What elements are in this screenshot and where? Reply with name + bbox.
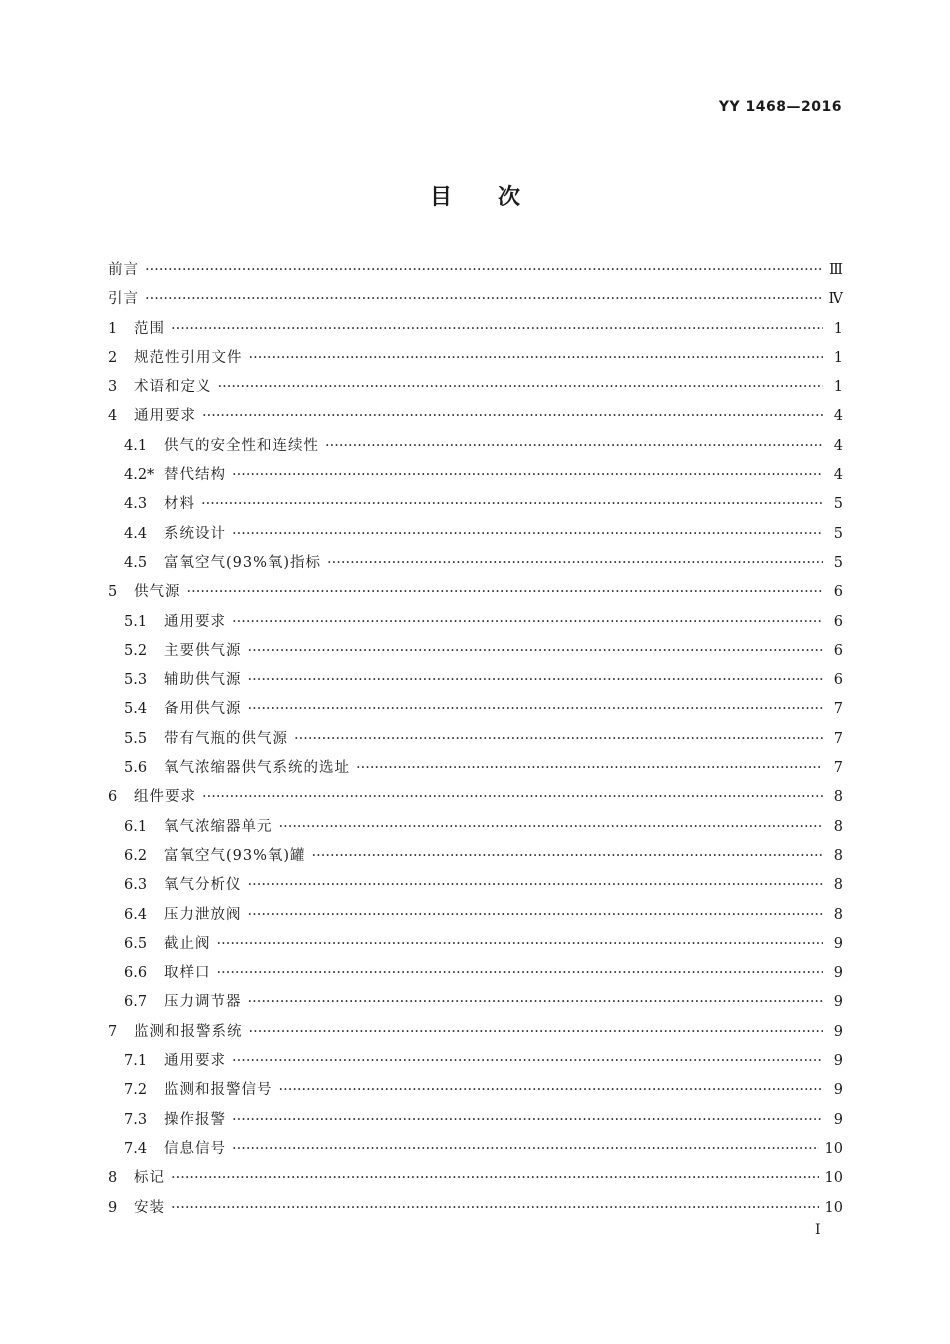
- toc-entry-page: 5: [833, 496, 843, 513]
- toc-entry-number: 4.5: [124, 554, 148, 571]
- toc-entry[interactable]: [108, 725, 843, 754]
- toc-entry-label: 引言: [108, 291, 139, 308]
- toc-entry[interactable]: [108, 1135, 843, 1164]
- toc-entry[interactable]: [108, 1018, 843, 1047]
- toc-entry-label: 信息信号: [164, 1140, 226, 1157]
- toc-entry[interactable]: [108, 285, 843, 314]
- toc-entry-number: 5: [108, 584, 118, 601]
- toc-entry-label: 供气的安全性和连续性: [164, 437, 319, 454]
- toc-entry-number: 7.4: [124, 1140, 148, 1157]
- dot-leader: [249, 1018, 824, 1047]
- toc-entry-number: 2: [108, 349, 118, 366]
- toc-entry-page: 9: [833, 935, 843, 952]
- toc-entry-label: 带有气瓶的供气源: [164, 730, 288, 747]
- toc-entry-label: 范围: [134, 320, 165, 337]
- toc-entry[interactable]: [108, 959, 843, 988]
- toc-entry-number: 7.1: [124, 1053, 148, 1070]
- toc-entry-page: 8: [833, 818, 843, 835]
- dot-leader: [232, 1106, 823, 1135]
- dot-leader: [327, 549, 823, 578]
- dot-leader: [248, 871, 824, 900]
- dot-leader: [232, 1135, 819, 1164]
- dot-leader: [312, 842, 823, 871]
- toc-entry-number: 3: [108, 379, 118, 396]
- toc-entry[interactable]: [108, 1047, 843, 1076]
- toc-entry-label: 通用要求: [164, 613, 226, 630]
- toc-entry-label: 备用供气源: [164, 701, 242, 718]
- dot-leader: [187, 578, 824, 607]
- toc-entry-page: 10: [824, 1170, 843, 1187]
- dot-leader: [171, 1194, 819, 1223]
- toc-entry-label: 富氧空气(93%氧)罐: [164, 847, 306, 864]
- toc-entry[interactable]: [108, 315, 843, 344]
- toc-entry-page: Ⅲ: [829, 262, 843, 278]
- toc-entry-label: 监测和报警信号: [164, 1082, 273, 1099]
- toc-entry-number: 6.2: [124, 847, 148, 864]
- toc-entry-number: 6.3: [124, 877, 148, 894]
- toc-entry-page: 4: [833, 408, 843, 425]
- toc-entry-page: 5: [833, 525, 843, 542]
- toc-entry-number: 6.6: [124, 965, 148, 982]
- toc-entry-number: 7.3: [124, 1111, 148, 1128]
- toc-entry[interactable]: [108, 637, 843, 666]
- toc-entry-number: 4.1: [124, 437, 148, 454]
- toc-entry-page: 10: [824, 1199, 843, 1216]
- toc-entry-number: 9: [108, 1199, 118, 1216]
- toc-entry[interactable]: [108, 666, 843, 695]
- dot-leader: [201, 490, 823, 519]
- toc-entry-label: 组件要求: [134, 789, 196, 806]
- toc-entry-page: 10: [824, 1140, 843, 1157]
- table-of-contents: [108, 256, 843, 1223]
- toc-entry-number: 8: [108, 1170, 118, 1187]
- dot-leader: [145, 285, 823, 314]
- title-char-1: 目: [429, 185, 452, 210]
- toc-entry-page: 1: [833, 379, 843, 396]
- toc-entry-number: 5.5: [124, 730, 148, 747]
- toc-entry-number: 4.2*: [124, 467, 155, 484]
- dot-leader: [202, 783, 823, 812]
- toc-entry-page: 8: [833, 789, 843, 806]
- dot-leader: [232, 608, 823, 637]
- toc-entry-label: 富氧空气(93%氧)指标: [164, 554, 322, 571]
- toc-entry-number: 7.2: [124, 1082, 148, 1099]
- toc-entry-page: 9: [833, 1082, 843, 1099]
- dot-leader: [232, 520, 823, 549]
- toc-entry-page: 1: [833, 320, 843, 337]
- toc-entry-page: 4: [833, 467, 843, 484]
- toc-entry-number: 4.3: [124, 496, 148, 513]
- dot-leader: [232, 1047, 823, 1076]
- toc-entry-label: 前言: [108, 262, 139, 278]
- toc-entry-page: 7: [833, 701, 843, 718]
- dot-leader: [217, 959, 824, 988]
- toc-entry-page: 6: [833, 642, 843, 659]
- toc-entry-page: 1: [833, 349, 843, 366]
- toc-entry[interactable]: [108, 901, 843, 930]
- dot-leader: [232, 461, 823, 490]
- toc-entry-page: 7: [833, 730, 843, 747]
- toc-entry-page: 9: [833, 1023, 843, 1040]
- toc-entry-label: 压力调节器: [164, 994, 242, 1011]
- toc-entry-label: 压力泄放阀: [164, 906, 242, 923]
- toc-entry-label: 氧气浓缩器单元: [164, 818, 273, 835]
- toc-entry-page: 6: [833, 613, 843, 630]
- page-title: [0, 180, 950, 211]
- toc-entry-number: 7: [108, 1023, 118, 1040]
- toc-entry-page: 5: [833, 554, 843, 571]
- toc-entry[interactable]: [108, 256, 843, 285]
- dot-leader: [249, 344, 824, 373]
- toc-entry-label: 氧气分析仪: [164, 877, 242, 894]
- toc-entry-label: 辅助供气源: [164, 672, 242, 689]
- dot-leader: [248, 988, 824, 1017]
- toc-entry-number: 5.3: [124, 672, 148, 689]
- toc-entry-page: 4: [833, 437, 843, 454]
- toc-entry[interactable]: [108, 373, 843, 402]
- toc-entry[interactable]: [108, 842, 843, 871]
- toc-entry-label: 氧气浓缩器供气系统的选址: [164, 760, 350, 777]
- toc-entry-page: 9: [833, 994, 843, 1011]
- toc-entry-label: 通用要求: [164, 1053, 226, 1070]
- toc-entry[interactable]: [108, 461, 843, 490]
- toc-entry-page: 7: [833, 760, 843, 777]
- toc-entry-label: 安装: [134, 1199, 165, 1216]
- toc-entry-number: 5.1: [124, 613, 148, 630]
- dot-leader: [248, 666, 824, 695]
- dot-leader: [248, 695, 824, 724]
- toc-entry-number: 6.4: [124, 906, 148, 923]
- toc-entry-label: 术语和定义: [134, 379, 212, 396]
- dot-leader: [145, 256, 823, 285]
- toc-entry[interactable]: [108, 608, 843, 637]
- toc-entry-label: 替代结构: [164, 467, 226, 484]
- toc-entry[interactable]: [108, 432, 843, 461]
- standard-code: YY 1468—2016: [718, 99, 842, 115]
- dot-leader: [325, 432, 823, 461]
- toc-entry[interactable]: [108, 988, 843, 1017]
- toc-entry-page: 8: [833, 847, 843, 864]
- dot-leader: [248, 637, 824, 666]
- dot-leader: [202, 402, 823, 431]
- toc-entry-page: 9: [833, 965, 843, 982]
- toc-entry-number: 1: [108, 320, 118, 337]
- toc-entry-number: 5.6: [124, 760, 148, 777]
- toc-entry-label: 规范性引用文件: [134, 349, 243, 366]
- dot-leader: [279, 1076, 824, 1105]
- dot-leader: [218, 373, 824, 402]
- toc-entry[interactable]: [108, 783, 843, 812]
- toc-entry-page: 9: [833, 1111, 843, 1128]
- toc-entry[interactable]: [108, 695, 843, 724]
- page-folio: I: [815, 1222, 821, 1238]
- toc-entry-page: 9: [833, 1053, 843, 1070]
- toc-entry-number: 6: [108, 789, 118, 806]
- toc-entry-label: 材料: [164, 496, 195, 513]
- title-char-2: 次: [498, 185, 521, 210]
- dot-leader: [171, 315, 823, 344]
- toc-entry[interactable]: [108, 930, 843, 959]
- toc-entry[interactable]: [108, 344, 843, 373]
- toc-entry[interactable]: [108, 520, 843, 549]
- toc-entry-label: 主要供气源: [164, 642, 242, 659]
- toc-entry[interactable]: [108, 813, 843, 842]
- dot-leader: [356, 754, 823, 783]
- toc-entry-page: 8: [833, 906, 843, 923]
- dot-leader: [171, 1164, 819, 1193]
- toc-entry-label: 系统设计: [164, 525, 226, 542]
- dot-leader: [248, 901, 824, 930]
- toc-entry-label: 操作报警: [164, 1111, 226, 1128]
- toc-entry[interactable]: [108, 1106, 843, 1135]
- toc-entry[interactable]: [108, 1076, 843, 1105]
- toc-entry-number: 6.7: [124, 994, 148, 1011]
- toc-entry-page: 6: [833, 584, 843, 601]
- toc-entry-label: 标记: [134, 1170, 165, 1187]
- toc-entry-label: 取样口: [164, 965, 211, 982]
- toc-entry-number: 5.2: [124, 642, 148, 659]
- toc-entry-number: 6.5: [124, 935, 148, 952]
- toc-entry[interactable]: [108, 402, 843, 431]
- toc-entry[interactable]: [108, 549, 843, 578]
- toc-entry-label: 监测和报警系统: [134, 1023, 243, 1040]
- toc-entry-label: 通用要求: [134, 408, 196, 425]
- dot-leader: [294, 725, 823, 754]
- toc-entry[interactable]: [108, 490, 843, 519]
- toc-entry[interactable]: [108, 1164, 843, 1193]
- toc-entry[interactable]: [108, 871, 843, 900]
- toc-entry-label: 供气源: [134, 584, 181, 601]
- dot-leader: [217, 930, 824, 959]
- toc-entry[interactable]: [108, 754, 843, 783]
- toc-entry[interactable]: [108, 578, 843, 607]
- toc-entry-number: 5.4: [124, 701, 148, 718]
- toc-entry[interactable]: [108, 1194, 843, 1223]
- toc-entry-number: 4: [108, 408, 118, 425]
- toc-entry-number: 6.1: [124, 818, 148, 835]
- dot-leader: [279, 813, 824, 842]
- toc-entry-number: 4.4: [124, 525, 148, 542]
- toc-entry-label: 截止阀: [164, 935, 211, 952]
- toc-entry-page: 6: [833, 672, 843, 689]
- toc-entry-page: Ⅳ: [828, 291, 843, 308]
- toc-entry-page: 8: [833, 877, 843, 894]
